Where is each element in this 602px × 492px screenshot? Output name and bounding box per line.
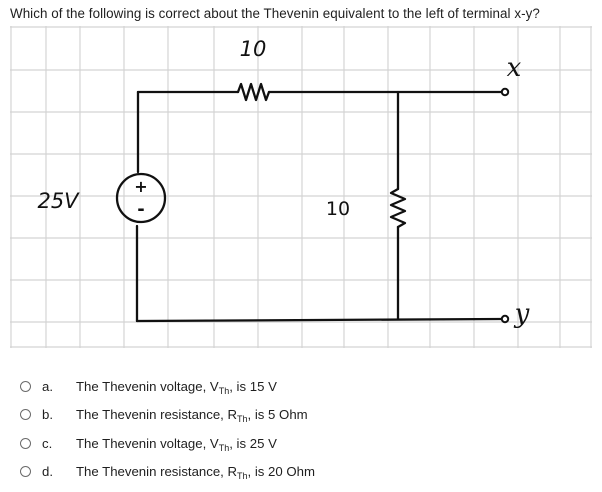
wire-bottom xyxy=(137,319,502,321)
option-d[interactable] xyxy=(20,458,580,487)
question-text: Which of the following is correct about the Thevenin equivalent to the left of terminal x-y? xyxy=(10,6,540,21)
shunt-resistor-label: 10 xyxy=(325,198,351,220)
option-a[interactable] xyxy=(20,372,580,401)
answer-options xyxy=(20,372,580,486)
radio-button-icon[interactable] xyxy=(20,438,31,449)
terminal-y-label: y xyxy=(514,299,530,329)
radio-button-icon[interactable] xyxy=(20,381,31,392)
shunt-resistor xyxy=(391,189,405,227)
terminal-x-node xyxy=(502,89,508,95)
radio-button-icon[interactable] xyxy=(20,466,31,477)
terminal-x-label: x xyxy=(506,53,522,83)
option-text: The Thevenin voltage, $V_{Th}$, is 25 V xyxy=(76,435,277,453)
circuit-figure xyxy=(10,26,592,348)
option-text: The Thevenin resistance, $R_{Th}$, is 20 Ohm xyxy=(76,464,315,482)
source-minus-sign: - xyxy=(137,199,145,220)
option-letter: d. xyxy=(42,464,53,480)
grid-background xyxy=(10,26,592,348)
circuit-diagram xyxy=(10,26,592,348)
series-resistor-label: 10 xyxy=(239,37,267,61)
option-b[interactable] xyxy=(20,401,580,430)
option-letter: c. xyxy=(42,435,53,451)
source-voltage-label: 25V xyxy=(37,189,79,213)
option-text: The Thevenin resistance, $R_{Th}$, is 5 Ohm xyxy=(76,407,308,425)
option-text: The Thevenin voltage, $V_{Th}$, is 15 V xyxy=(76,378,277,396)
source-plus-sign: + xyxy=(134,177,148,196)
option-c[interactable] xyxy=(20,429,580,458)
option-letter: b. xyxy=(42,407,53,423)
radio-button-icon[interactable] xyxy=(20,409,31,420)
series-resistor xyxy=(238,84,269,100)
terminal-y-node xyxy=(502,316,508,322)
option-letter: a. xyxy=(42,378,53,394)
